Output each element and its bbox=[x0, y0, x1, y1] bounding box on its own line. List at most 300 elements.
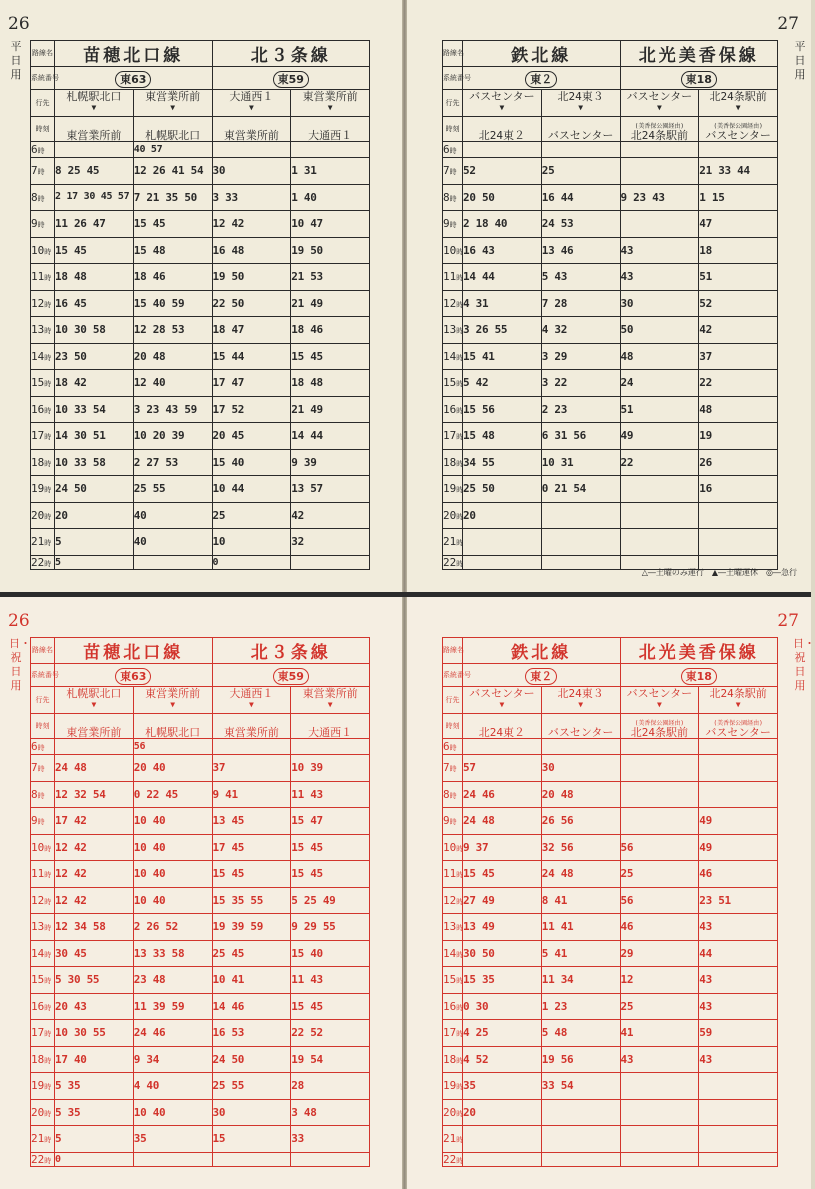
hour-row bbox=[31, 555, 370, 569]
departure-minutes bbox=[541, 555, 620, 569]
hour-row bbox=[31, 142, 370, 158]
departure-minutes bbox=[699, 529, 778, 556]
hour-cell: 11時 bbox=[31, 264, 55, 291]
hour-row bbox=[443, 396, 778, 423]
departure-minutes: 56 bbox=[133, 739, 212, 755]
departure-minutes: 3 48 bbox=[291, 1099, 370, 1126]
departure-minutes: 18 42 bbox=[55, 370, 134, 397]
hour-cell: 16時 bbox=[443, 396, 463, 423]
departure-minutes: 5 bbox=[55, 1126, 134, 1153]
side-label: 日・祝日用 bbox=[9, 637, 31, 692]
route-name-label: 路線名 bbox=[31, 638, 55, 664]
departure-minutes: 10 30 58 bbox=[55, 317, 134, 344]
departure-minutes: 57 bbox=[463, 755, 542, 782]
hour-row bbox=[31, 808, 370, 835]
departure-minutes bbox=[620, 808, 699, 835]
hour-cell: 17時 bbox=[31, 423, 55, 450]
hour-row bbox=[31, 861, 370, 888]
hour-row bbox=[31, 993, 370, 1020]
departure-minutes: 47 bbox=[699, 211, 778, 238]
hour-cell: 15時 bbox=[443, 967, 463, 994]
departure-minutes: 22 bbox=[620, 449, 699, 476]
hour-cell: 16時 bbox=[31, 993, 55, 1020]
hour-row bbox=[443, 158, 778, 185]
hour-row bbox=[443, 529, 778, 556]
departure-minutes: 43 bbox=[699, 914, 778, 941]
departure-minutes: 4 31 bbox=[463, 290, 542, 317]
departure-minutes: 13 49 bbox=[463, 914, 542, 941]
departure-minutes: 26 56 bbox=[541, 808, 620, 835]
departure-minutes: 15 40 bbox=[291, 940, 370, 967]
hour-row bbox=[443, 423, 778, 450]
hour-cell: 21時 bbox=[31, 529, 55, 556]
departure-minutes: 13 46 bbox=[541, 237, 620, 264]
origin-stop: バスセンター bbox=[626, 687, 693, 700]
direction-from bbox=[133, 90, 212, 117]
departure-minutes: 19 39 59 bbox=[212, 914, 291, 941]
time-label: 時刻 bbox=[31, 714, 55, 739]
departure-minutes: 24 50 bbox=[55, 476, 134, 503]
hour-cell: 20時 bbox=[443, 502, 463, 529]
departure-minutes: 4 32 bbox=[541, 317, 620, 344]
hour-row bbox=[443, 370, 778, 397]
route-name-label: 路線名 bbox=[443, 638, 463, 664]
departure-minutes: 10 bbox=[212, 529, 291, 556]
side-label: 日・祝日用 bbox=[793, 637, 815, 692]
departure-minutes: 16 bbox=[699, 476, 778, 503]
hour-cell: 6時 bbox=[31, 142, 55, 158]
destination-stop: バスセンター bbox=[705, 129, 771, 142]
departure-minutes: 25 55 bbox=[133, 476, 212, 503]
hour-row bbox=[443, 317, 778, 344]
route-id-label: 系統番号 bbox=[31, 67, 55, 90]
arrow-down-icon: ▼ bbox=[248, 700, 254, 709]
departure-minutes: 15 45 bbox=[133, 211, 212, 238]
departure-minutes: 3 26 55 bbox=[463, 317, 542, 344]
departure-minutes: 30 45 bbox=[55, 940, 134, 967]
page-number: 26 bbox=[8, 611, 30, 631]
hour-row bbox=[443, 887, 778, 914]
route-id-badge: 東２ bbox=[525, 668, 557, 685]
departure-minutes: 56 bbox=[620, 887, 699, 914]
departure-minutes: 25 50 bbox=[463, 476, 542, 503]
departure-minutes: 20 48 bbox=[541, 781, 620, 808]
hour-row bbox=[443, 967, 778, 994]
departure-minutes: 48 bbox=[620, 343, 699, 370]
departure-minutes: 15 41 bbox=[463, 343, 542, 370]
departure-minutes: 19 56 bbox=[541, 1046, 620, 1073]
departure-minutes bbox=[55, 739, 134, 755]
departure-minutes: 7 28 bbox=[541, 290, 620, 317]
departure-minutes: 25 bbox=[541, 158, 620, 185]
direction-from bbox=[620, 90, 699, 117]
hour-cell: 21時 bbox=[31, 1126, 55, 1153]
hour-row bbox=[443, 142, 778, 158]
hour-row bbox=[31, 1099, 370, 1126]
hour-row bbox=[31, 1046, 370, 1073]
hour-cell: 9時 bbox=[443, 808, 463, 835]
departure-minutes bbox=[699, 755, 778, 782]
departure-minutes bbox=[212, 739, 291, 755]
departure-minutes: 30 bbox=[212, 158, 291, 185]
departure-minutes: 51 bbox=[699, 264, 778, 291]
direction-to bbox=[620, 714, 699, 739]
direction-from bbox=[463, 687, 542, 714]
departure-minutes bbox=[291, 142, 370, 158]
departure-minutes: 16 48 bbox=[212, 237, 291, 264]
origin-stop: 札幌駅北口 bbox=[66, 90, 122, 103]
departure-minutes: 43 bbox=[620, 1046, 699, 1073]
hour-row bbox=[443, 1020, 778, 1047]
departure-minutes bbox=[620, 211, 699, 238]
departure-minutes: 59 bbox=[699, 1020, 778, 1047]
departure-minutes: 14 44 bbox=[291, 423, 370, 450]
departure-minutes: 5 30 55 bbox=[55, 967, 134, 994]
route-id-badge: 東２ bbox=[525, 71, 557, 88]
hour-cell: 6時 bbox=[31, 739, 55, 755]
holiday-spread bbox=[0, 597, 815, 1189]
departure-minutes: 24 46 bbox=[133, 1020, 212, 1047]
departure-minutes: 11 43 bbox=[291, 781, 370, 808]
departure-minutes bbox=[699, 739, 778, 755]
hour-row bbox=[31, 1152, 370, 1166]
via-note: (美香保公園経由) bbox=[713, 123, 763, 130]
departure-minutes: 10 40 bbox=[133, 1099, 212, 1126]
departure-minutes: 5 48 bbox=[541, 1020, 620, 1047]
departure-minutes: 0 bbox=[212, 555, 291, 569]
holiday-page-26 bbox=[0, 597, 404, 1189]
page-number: 26 bbox=[8, 14, 30, 34]
departure-minutes bbox=[620, 1152, 699, 1166]
destination-stop: 東営業所前 bbox=[223, 129, 279, 142]
departure-minutes: 33 54 bbox=[541, 1073, 620, 1100]
departure-minutes: 22 50 bbox=[212, 290, 291, 317]
route-name-label: 路線名 bbox=[443, 41, 463, 67]
hour-cell: 20時 bbox=[31, 1099, 55, 1126]
hour-row bbox=[443, 914, 778, 941]
direction-from bbox=[212, 687, 291, 714]
direction-to bbox=[541, 117, 620, 142]
departure-minutes: 52 bbox=[463, 158, 542, 185]
departure-minutes: 3 23 43 59 bbox=[133, 396, 212, 423]
hour-row bbox=[31, 739, 370, 755]
arrow-down-icon: ▼ bbox=[578, 103, 584, 112]
hour-row bbox=[443, 1073, 778, 1100]
departure-minutes bbox=[541, 739, 620, 755]
departure-minutes: 49 bbox=[620, 423, 699, 450]
departure-minutes: 25 bbox=[212, 502, 291, 529]
origin-stop: 札幌駅北口 bbox=[66, 687, 122, 700]
departure-minutes: 34 55 bbox=[463, 449, 542, 476]
arrow-down-icon: ▼ bbox=[735, 103, 741, 112]
destination-stop: バスセンター bbox=[547, 129, 614, 142]
departure-minutes: 21 53 bbox=[291, 264, 370, 291]
departure-minutes: 15 56 bbox=[463, 396, 542, 423]
departure-minutes: 9 37 bbox=[463, 834, 542, 861]
direction-from bbox=[291, 90, 370, 117]
via-note: (美香保公園経由) bbox=[713, 720, 763, 727]
direction-to bbox=[133, 117, 212, 142]
page-number: 27 bbox=[777, 611, 799, 631]
departure-minutes: 30 bbox=[541, 755, 620, 782]
arrow-down-icon: ▼ bbox=[735, 700, 741, 709]
direction-to bbox=[620, 117, 699, 142]
departure-minutes: 15 47 bbox=[291, 808, 370, 835]
departure-minutes bbox=[699, 781, 778, 808]
hour-cell: 10時 bbox=[443, 834, 463, 861]
departure-minutes: 3 29 bbox=[541, 343, 620, 370]
departure-minutes bbox=[620, 781, 699, 808]
departure-minutes: 14 46 bbox=[212, 993, 291, 1020]
route-id-label: 系統番号 bbox=[443, 664, 463, 687]
departure-minutes bbox=[699, 502, 778, 529]
departure-minutes: 46 bbox=[699, 861, 778, 888]
departure-minutes: 23 51 bbox=[699, 887, 778, 914]
departure-minutes bbox=[463, 1152, 542, 1166]
hour-cell: 11時 bbox=[443, 264, 463, 291]
arrow-down-icon: ▼ bbox=[170, 700, 176, 709]
hour-cell: 18時 bbox=[31, 1046, 55, 1073]
departure-minutes: 32 56 bbox=[541, 834, 620, 861]
departure-minutes: 11 34 bbox=[541, 967, 620, 994]
departure-minutes: 49 bbox=[699, 834, 778, 861]
departure-minutes: 20 43 bbox=[55, 993, 134, 1020]
departure-minutes: 9 39 bbox=[291, 449, 370, 476]
direction-from bbox=[133, 687, 212, 714]
departure-minutes bbox=[699, 1152, 778, 1166]
direction-from bbox=[699, 90, 778, 117]
arrow-down-icon: ▼ bbox=[499, 700, 505, 709]
departure-minutes: 10 31 bbox=[541, 449, 620, 476]
hour-cell: 7時 bbox=[31, 755, 55, 782]
departure-minutes: 50 bbox=[620, 317, 699, 344]
departure-minutes: 30 bbox=[620, 290, 699, 317]
departure-minutes: 22 bbox=[699, 370, 778, 397]
departure-minutes bbox=[463, 1126, 542, 1153]
departure-minutes: 20 bbox=[463, 502, 542, 529]
route-name-label: 路線名 bbox=[31, 41, 55, 67]
departure-minutes: 17 40 bbox=[55, 1046, 134, 1073]
departure-minutes: 10 41 bbox=[212, 967, 291, 994]
hour-row bbox=[443, 237, 778, 264]
hour-cell: 11時 bbox=[443, 861, 463, 888]
hour-cell: 10時 bbox=[31, 237, 55, 264]
departure-minutes: 9 41 bbox=[212, 781, 291, 808]
destination-stop: 大通西１ bbox=[308, 129, 353, 142]
origin-stop: バスセンター bbox=[469, 687, 535, 700]
departure-minutes: 15 40 bbox=[212, 449, 291, 476]
timetable bbox=[442, 40, 778, 570]
direction-to bbox=[541, 714, 620, 739]
direction-to bbox=[212, 117, 291, 142]
route-name: 北光美香保線 bbox=[620, 41, 778, 67]
departure-minutes: 24 46 bbox=[463, 781, 542, 808]
origin-stop: 東営業所前 bbox=[302, 687, 358, 700]
weekday-page-27 bbox=[405, 0, 811, 592]
departure-minutes: 19 54 bbox=[291, 1046, 370, 1073]
side-label: 平日用 bbox=[10, 40, 22, 81]
route-name: 苗穂北口線 bbox=[55, 41, 213, 67]
direction-from bbox=[699, 687, 778, 714]
departure-minutes bbox=[541, 142, 620, 158]
hour-cell: 22時 bbox=[443, 555, 464, 569]
destination-stop: 札幌駅北口 bbox=[145, 129, 201, 142]
hour-cell: 21時 bbox=[443, 1126, 463, 1153]
departure-minutes: 4 52 bbox=[463, 1046, 542, 1073]
departure-minutes: 49 bbox=[699, 808, 778, 835]
timetable bbox=[442, 637, 778, 1167]
departure-minutes: 56 bbox=[620, 834, 699, 861]
hour-cell: 13時 bbox=[31, 914, 55, 941]
departure-minutes: 19 bbox=[699, 423, 778, 450]
hour-row bbox=[443, 755, 778, 782]
direction-from bbox=[55, 687, 134, 714]
departure-minutes: 26 bbox=[699, 449, 778, 476]
departure-minutes: 25 bbox=[620, 993, 699, 1020]
arrow-down-icon: ▼ bbox=[248, 103, 254, 112]
hour-row bbox=[443, 211, 778, 238]
departure-minutes: 33 bbox=[291, 1126, 370, 1153]
departure-minutes: 15 48 bbox=[133, 237, 212, 264]
route-name: 北光美香保線 bbox=[620, 638, 778, 664]
departure-minutes: 35 bbox=[463, 1073, 542, 1100]
departure-minutes: 9 34 bbox=[133, 1046, 212, 1073]
hour-row bbox=[31, 1020, 370, 1047]
arrow-down-icon: ▼ bbox=[656, 700, 662, 709]
departure-minutes: 10 33 58 bbox=[55, 449, 134, 476]
departure-minutes: 15 35 55 bbox=[212, 887, 291, 914]
arrow-down-icon: ▼ bbox=[170, 103, 176, 112]
route-id-badge: 東63 bbox=[115, 668, 151, 685]
hour-cell: 16時 bbox=[31, 396, 55, 423]
hour-row bbox=[443, 264, 778, 291]
departure-minutes: 4 25 bbox=[463, 1020, 542, 1047]
direction-from bbox=[291, 687, 370, 714]
departure-minutes bbox=[291, 1152, 370, 1166]
departure-minutes: 43 bbox=[620, 237, 699, 264]
hour-row bbox=[31, 158, 370, 185]
hour-cell: 11時 bbox=[31, 861, 55, 888]
hour-cell: 18時 bbox=[31, 449, 55, 476]
hour-row bbox=[31, 1073, 370, 1100]
hour-cell: 7時 bbox=[443, 755, 463, 782]
hour-row bbox=[443, 834, 778, 861]
departure-minutes: 1 40 bbox=[291, 184, 370, 211]
departure-minutes: 17 45 bbox=[212, 834, 291, 861]
departure-minutes: 15 45 bbox=[291, 861, 370, 888]
destination-stop: 北24東２ bbox=[478, 129, 525, 142]
direction-from bbox=[212, 90, 291, 117]
departure-minutes: 16 53 bbox=[212, 1020, 291, 1047]
direction-from bbox=[541, 687, 620, 714]
departure-minutes: 15 35 bbox=[463, 967, 542, 994]
departure-minutes: 9 29 55 bbox=[291, 914, 370, 941]
destination-stop: 東営業所前 bbox=[223, 726, 279, 739]
departure-minutes bbox=[620, 1073, 699, 1100]
arrow-down-icon: ▼ bbox=[578, 700, 584, 709]
route-id-badge: 東18 bbox=[681, 668, 717, 685]
hour-cell: 19時 bbox=[31, 1073, 55, 1100]
hour-cell: 12時 bbox=[443, 290, 463, 317]
hour-row bbox=[443, 781, 778, 808]
departure-minutes: 20 bbox=[55, 502, 134, 529]
departure-minutes: 16 44 bbox=[541, 184, 620, 211]
departure-minutes: 18 46 bbox=[133, 264, 212, 291]
departure-minutes: 20 bbox=[463, 1099, 542, 1126]
departure-minutes: 10 40 bbox=[133, 834, 212, 861]
direction-to bbox=[55, 117, 134, 142]
route-id-label: 系統番号 bbox=[31, 664, 55, 687]
origin-stop: バスセンター bbox=[469, 90, 535, 103]
hour-row bbox=[443, 343, 778, 370]
hour-cell: 15時 bbox=[443, 370, 463, 397]
hour-cell: 7時 bbox=[31, 158, 55, 185]
departure-minutes: 0 30 bbox=[463, 993, 542, 1020]
timetable bbox=[30, 637, 370, 1167]
hour-row bbox=[443, 1046, 778, 1073]
arrow-down-icon: ▼ bbox=[327, 103, 333, 112]
departure-minutes: 17 42 bbox=[55, 808, 134, 835]
arrow-down-icon: ▼ bbox=[499, 103, 505, 112]
hour-cell: 19時 bbox=[443, 1073, 463, 1100]
departure-minutes bbox=[291, 555, 370, 569]
destination-label: 行先 bbox=[31, 687, 55, 714]
hour-row bbox=[443, 1126, 778, 1153]
hour-row bbox=[443, 808, 778, 835]
direction-to bbox=[291, 117, 370, 142]
hour-row bbox=[31, 887, 370, 914]
departure-minutes bbox=[133, 555, 212, 569]
origin-stop: 北24条駅前 bbox=[709, 687, 767, 700]
weekday-page-26 bbox=[0, 0, 404, 592]
hour-cell: 20時 bbox=[443, 1099, 463, 1126]
departure-minutes: 1 23 bbox=[541, 993, 620, 1020]
hour-cell: 13時 bbox=[443, 914, 463, 941]
hour-row bbox=[31, 396, 370, 423]
hour-row bbox=[31, 967, 370, 994]
destination-stop: 北24条駅前 bbox=[630, 129, 688, 142]
direction-from bbox=[55, 90, 134, 117]
hour-cell: 19時 bbox=[31, 476, 55, 503]
departure-minutes: 5 bbox=[55, 555, 134, 569]
departure-minutes: 1 31 bbox=[291, 158, 370, 185]
departure-minutes: 10 40 bbox=[133, 887, 212, 914]
route-name: 鉄北線 bbox=[463, 41, 621, 67]
departure-minutes: 7 21 35 50 bbox=[133, 184, 212, 211]
departure-minutes: 1 15 bbox=[699, 184, 778, 211]
hour-cell: 8時 bbox=[31, 184, 55, 211]
departure-minutes: 30 bbox=[212, 1099, 291, 1126]
destination-stop: バスセンター bbox=[705, 726, 771, 739]
departure-minutes: 52 bbox=[699, 290, 778, 317]
route-id-badge: 東63 bbox=[115, 71, 151, 88]
hour-cell: 8時 bbox=[443, 184, 463, 211]
departure-minutes: 5 35 bbox=[55, 1073, 134, 1100]
direction-to bbox=[463, 117, 542, 142]
hour-row bbox=[31, 1126, 370, 1153]
origin-stop: 北24東３ bbox=[557, 90, 604, 103]
origin-stop: バスセンター bbox=[626, 90, 693, 103]
departure-minutes bbox=[541, 1152, 620, 1166]
departure-minutes bbox=[620, 529, 699, 556]
origin-stop: 東営業所前 bbox=[145, 687, 201, 700]
departure-minutes: 41 bbox=[620, 1020, 699, 1047]
direction-to bbox=[55, 714, 134, 739]
departure-minutes bbox=[541, 1126, 620, 1153]
departure-minutes: 43 bbox=[620, 264, 699, 291]
hour-cell: 22時 bbox=[31, 555, 55, 569]
origin-stop: 大通西１ bbox=[229, 90, 274, 103]
